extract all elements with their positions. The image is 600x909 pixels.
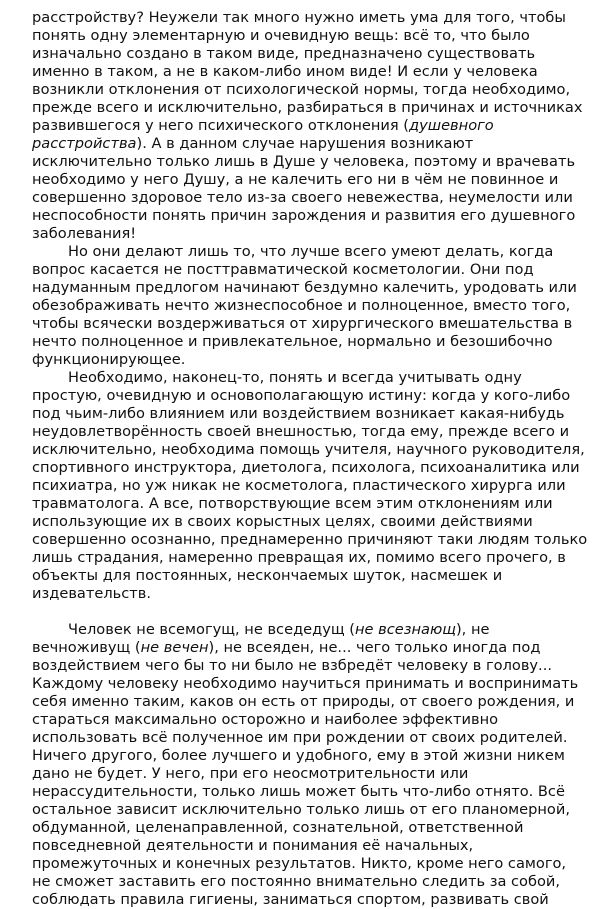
paragraph-4-italic-a: не всезнающ — [354, 621, 456, 638]
paragraph-1-italic: душевного расстройства — [32, 117, 494, 152]
paragraph-4 — [32, 621, 588, 909]
paragraph-3 — [32, 369, 588, 603]
paragraph-gap — [32, 603, 588, 621]
document-page — [32, 9, 588, 909]
paragraph-3-text: Необходимо, наконец-то, понять и всегда учитывать одну простую, очевидную и основополагающую истину: когда у кого-либо под чьим-либо влиянием или воздействием возникает какая-нибудь неудовлетворённость своей внешностью, тогда ему, прежде всего и исключительно, необходима помощь учителя, научного руководителя, спортивного инструктора, диетолога, психолога, психоаналитика или психиатра, но уж никак не косметолога, пластического хирурга или травматолога. А все, потворствующие всем этим отклонениям или использующие их в своих корыстных целях, своими действиями совершенно осознанно, преднамеренно причиняют таки людям только лишь страдания, намеренно превращая их, помимо всего прочего, в объекты для постоянных, нескончаемых шуток, насмешек и издевательств. — [32, 369, 588, 602]
paragraph-1-text-a: расстройству? Неужели так много нужно иметь ума для того, чтобы понять одну элементарную и очевидную вещь: всё то, что было изначально создано в таком виде, предназначено существовать именно в таком, а не в каком-либо ином виде! И если у человека возникли отклонения от психологической нормы, тогда необходимо, прежде всего и исключительно, разбираться в причинах и источниках развившегося у него психического отклонения ( — [32, 9, 583, 134]
paragraph-1 — [32, 9, 588, 243]
paragraph-4-text-b: ), не вечноживущ ( — [32, 621, 490, 656]
paragraph-2 — [32, 243, 588, 369]
paragraph-2-text: Но они делают лишь то, что лучше всего умеют делать, когда вопрос касается не посттравматической косметологии. Они под надуманным предлогом начинают бездумно калечить, уродовать или обезображивать нечто жизнеспособное и полноценное, вместо того, чтобы всячески воздерживаться от хирургического вмешательства в нечто полноценное и привлекательное, нормально и безошибочно функционирующее. — [32, 243, 577, 368]
paragraph-4-text-c: ), не всеяден, не... чего только иногда под воздействием чего бы то ни было не взбредёт человеку в голову... Каждому человеку необходимо научиться принимать и воспринимать себя именно таким, каков он есть от природы, от своего рождения, и стараться максимально осторожно и наиболее эффективно использовать всё полученное им при рождении от своих родителей. Ничего другого, более лучшего и удобного, ему в этой жизни никем дано не будет. У него, при его неосмотрительности или нерассудительности, только лишь может быть что-либо отнято. Всё остальное зависит исключительно только лишь от его планомерной, обдуманной, целенаправленной, сознательной, ответственной повседневной деятельности и понимания её начальных, промежуточных и конечных результатов. Никто, кроме него самого, не сможет заставить его постоянно внимательно следить за собой, соблюдать правила гигиены, заниматься спортом, развивать свой — [32, 639, 579, 908]
paragraph-4-text-a: Человек не всемогущ, не вседедущ ( — [68, 621, 355, 638]
paragraph-1-text-b: ). А в данном случае нарушения возникают исключительно только лишь в Душе у человека, поэтому и врачевать необходимо у него Душу, а не калечить его ни в чём не повинное и совершенно здоровое тело из-за своего невежества, неумелости или неспособности понять причин зарождения и развития его душевного заболевания! — [32, 135, 576, 242]
paragraph-4-italic-b: не вечен — [140, 639, 209, 656]
